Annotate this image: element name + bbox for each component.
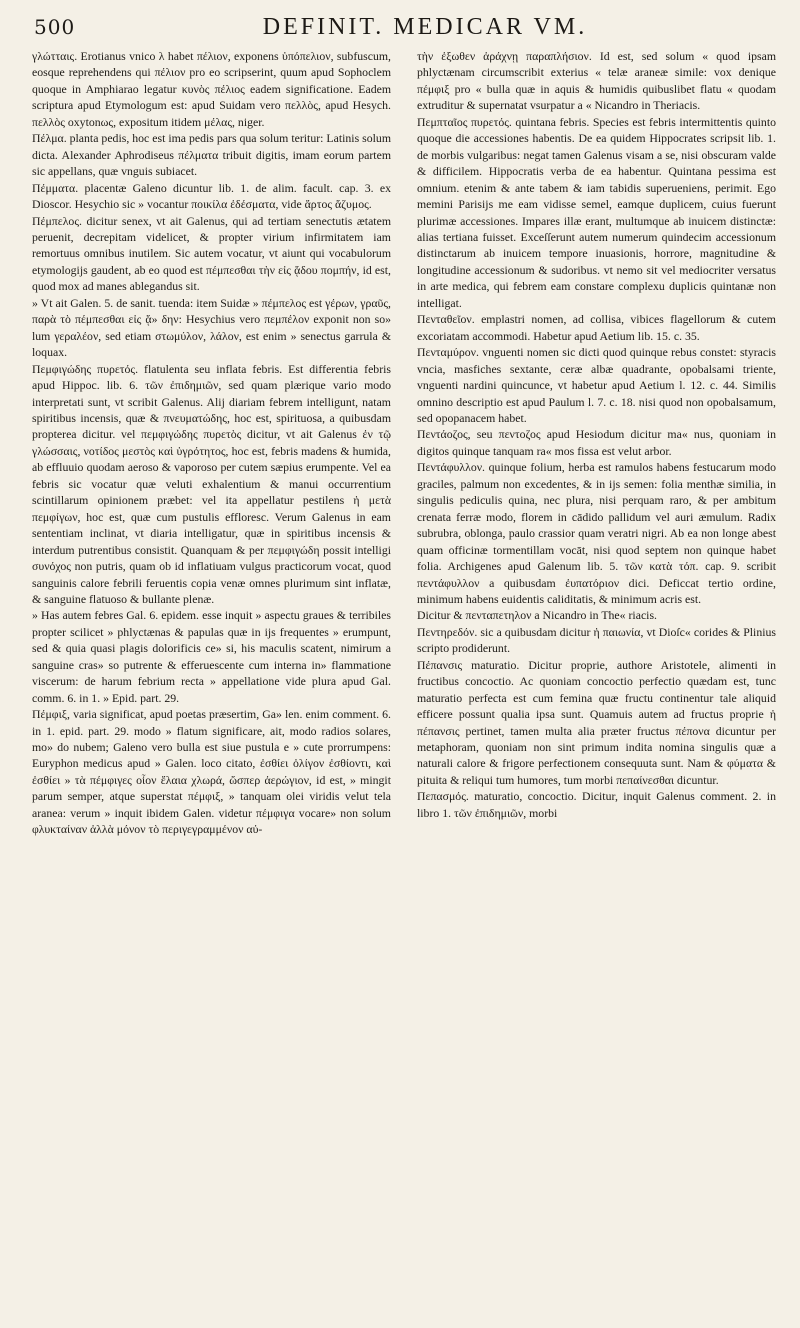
page-number: 500 bbox=[34, 15, 76, 39]
entry-paragraph: γλώτταις. Erotianus vnico λ habet πέλιον, exponens ὑπόπελιον, subfuscum, eosque reprehendens qui πέλιον pro eo scripserint, quum apud Sophoclem quoque in Amphiarao legatur κυνὸς πέλιος eadem significatione. Eadem scriptura apud Etymologum est: apud Suidam vero πελλὸς, apud Hesych. πελλὸς oxytonως, expositum itidem μέλας, niger. bbox=[32, 49, 391, 129]
entry-paragraph: » Vt ait Galen. 5. de sanit. tuenda: item Suidæ » πέμπελος est γέρων, γραῦς, παρὰ τὸ πέμπεσθαι εἰς ᾅ» δην: Hesychius vero πεμπέλον exponit non so» lum γεραλέον, sed etiam στωμύλον, λάλον, est enim » senectus garrula & loquax. bbox=[32, 295, 391, 360]
entry-paragraph: Πεμφιγώδης πυρετός. flatulenta seu inflata febris. Est differentia febris apud Hippoc. lib. 6. τῶν ἐπιδημιῶν, sed quam plærique vario modo interpretati sunt, vt scribit Galenus. Alij diariam febrem intelligunt, natam spiritibus incensis, quæ & πνευματώδης, hoc est, spirituosa, a quibusdam propterea dicitur. vel πεμφιγώδης πυρετὸς dicitur, vt ait Galenus ἐν τῷ γλώσσαις, νοτίδος μεστὸς καὶ ὑγρότητος, hoc est, febris madens & humida, ab effluuio quodam aeroso & vaporoso per cutem sæpius erumpente. Vel ea febris sic vocatur quæ veluti exhalentium & manui occurrentium scintillarum opinionem præbet: vel ita appellatur pestilens ἡ μετὰ πεμφίγων, hoc est, quæ cum pustulis effloresc. Verum Galenus in eam sententiam inclinat, vt diaria intelligatur, quæ in spiritibus incensis & interdum putrentibus consistit. Quanquam & per πεμφιγώδη possit intelligi συνόχος non putris, quam ob id inflatiuam vulgus practicorum vocat, quod sanguinis calore febrili feruentis copia venæ omnes plurimum sint inflatæ, & sanguine flatuoso & bullante plenæ. bbox=[32, 361, 391, 606]
entry-paragraph: Πέμφιξ, varia significat, apud poetas præsertim, Ga» len. enim comment. 6. in 1. epid. part. 29. modo » flatum significare, ait, modo radios solares, mo» do nubem; Galeno vero bulla est siue pustula e » cute prorrumpens: Euryphon medicus apud » Galen. loco citato, ἐσθίει ὀλίγον ἐσθίοντι, καὶ ἐσθίει » τὰ πέμφιγες οἷον ἔλαια χλωρά, ὥσπερ ἀερώγιον, id est, » mingit parum semper, atque superstat πέμφιξ, » tanquam olei viridis velut tela aranea: verum » inquit ibidem Galen. videtur πέμφιγα vocare» non solum φλυκταίναν ἀλλὰ μόνον τὸ περιγεγραμμένον αὐ- bbox=[32, 707, 391, 837]
page-header bbox=[34, 14, 772, 42]
entry-paragraph: Πεντάοζος, seu πεντοζος apud Hesiodum dicitur ma« nus, quoniam in digitos quinque tanquam ra« mos fissa est velut arbor. bbox=[417, 427, 776, 458]
entry-paragraph: Πέμπελος. dicitur senex, vt ait Galenus, qui ad tertiam senectutis ætatem peruenit, decrepitam videlicet, & propter virium infirmitatem iam remortuus omnibus inutilem. Sic autem vocatur, vt aiunt qui vocabulorum etymologijs gaudent, ab eo quod est πέμπεσθαι τὴν εἰς ᾅδου πομπήν, id est, quod mox ad manes ablegandus sit. bbox=[32, 213, 391, 294]
text-columns bbox=[32, 48, 776, 1312]
entry-paragraph: Πεπασμός. maturatio, concoctio. Dicitur, inquit Galenus comment. 2. in libro 1. τῶν ἐπιδημιῶν, morbi bbox=[417, 789, 776, 820]
left-column bbox=[32, 48, 391, 1312]
entry-paragraph: Πέλμα. planta pedis, hoc est ima pedis pars qua solum teritur: Latinis solum dicta. Alexander Aphrodiseus πέλματα tribuit digitis, imam eorum partem sic appellans, quæ vnguis subiacet. bbox=[32, 131, 391, 179]
running-head: DEFINIT. MEDICAR VM. bbox=[262, 14, 588, 40]
entry-paragraph: Dicitur & πενταπετηλον a Nicandro in The« riacis. bbox=[417, 608, 657, 623]
entry-paragraph: Πενταθεῖον. emplastri nomen, ad collisa, vibices flagellorum & cutem excoriatam accommodi. Habetur apud Aetium lib. 15. c. 35. bbox=[417, 312, 776, 343]
right-column bbox=[417, 48, 776, 1312]
entry-paragraph: Πεντάφυλλον. quinque folium, herba est ramulos habens festucarum modo graciles, palmum non excedentes, & in ijs semen: folia menthæ similia, in singulis pediculis quina, nec plura, nisi perquam raro, & per ambitum crenata ferræ modo, florem in cādido pallidum vel auri æmulum. Radix subrubra, oblonga, paulo crassior quam veratri nigri. Ab ea non longe abest quam officinæ tormentillam vocāt, nisi quod septem non quinque habet folia. Archigenes apud Galenum lib. 5. τῶν κατὰ τόπ. cap. 9. scribit πεντάφυλλον a quibusdam ἐυπατόριον dici. Deficcat tertio ordine, minimum habens euidentis caliditatis, & minimum acris est. bbox=[417, 460, 776, 606]
entry-paragraph: τὴν ἐξωθεν ἀράχνῃ παραπλήσιον. Id est, sed solum « quod ipsam phlyctænam circumscribit exterius « telæ araneæ simile: vox denique πέμφιξ pro « bulla quæ in aquis & humidis quibuslibet flatu « quodam extruditur & supernatat vsurpatur a « Nicandro in Theriacis. bbox=[417, 49, 776, 113]
entry-paragraph: Πεμπταῖος πυρετός. quintana febris. Species est febris intermittentis quinto quoque die accessiones habentis. De ea quidem Hippocrates scripsit lib. 1. de morbis vulgaribus: negat tamen Galenus visam a se, nisi obscuram valde & difficilem. Hippocratis verba de ea habentur. Quintana pessima est omnium. etenim & ante tabem & iam tabidis superueniens, perimit. Ego memini Parisijs me eam vidisse semel, eamque duplicem, cuius fuerunt plurimæ accessiones. Impares illæ erant, multumque ab inuicem distinctæ: alias tertiana fuisset. Exceſſerunt autem numerum quindecim accessionum distinctarum ab inuicem tempore inuasionis, horrore, magnitudine & longitudine accessionum & sudoribus. vt nemo sit vel mediocriter versatus in arte medica, qui febrem eam constare complexu duplicis quintanæ non intelligat. bbox=[417, 114, 776, 310]
entry-paragraph: » Has autem febres Gal. 6. epidem. esse inquit » aspectu graues & terribiles propter scilicet » phlyctænas & papulas quæ in ijs frequentes » erumpunt, sed & quia quasi plagis dolorificis ce» si, his maculis scatent, nimirum a sanguine cras» so putrente & efferuescente cum interna in» flammatione viscerum: de harum febrium recta » appellatione vide plura apud Gal. comm. 6. in 1. » Epid. part. 29. bbox=[32, 608, 391, 705]
entry-paragraph: Πεντηρεδόν. sic a quibusdam dicitur ἡ παιωνία, vt Dioſc« corides & Plinius scripto prodiderunt. bbox=[417, 624, 776, 656]
entry-paragraph: Πέπανσις maturatio. Dicitur proprie, authore Aristotele, alimenti in fructibus concoctio. Ac quoniam concoctio perfectio quædam est, tunc maturatio perfecta est cum femina quæ fructu continentur tale aliquid efficere possunt qualia ipsa sunt. Quamuis autem ad fructus proprie ἡ πέπανσις pertinet, tamen multa alia præter fructus πέπονα dicuntur per metaphoram, quoniam non sint primum indita nomina singulis quæ a naturali calore & frigore perfectionem consequuta sunt. Nam & φύματα & pituita & reliqui tum humores, tum morbi πεπαίνεσθαι dicuntur. bbox=[417, 657, 776, 787]
entry-paragraph: Πενταμύρον. vnguenti nomen sic dicti quod quinque rebus constet: styracis vncia, masfiches sextante, ceræ albæ quadrante, opobalsami triente, vnguenti nardini quincunce, vt habetur apud Aetium l. 12. c. 44. Similis omnino descriptio est apud Paulum l. 7. c. 18. nisi quod non opobalsamum, sed opopanacem habet. bbox=[417, 345, 776, 425]
entry-paragraph: Πέμματα. placentæ Galeno dicuntur lib. 1. de alim. facult. cap. 3. ex Dioscor. Hesychio sic » vocantur ποικίλα ἐδέσματα, vide ἄρτος ἄζυμος. bbox=[32, 180, 391, 212]
